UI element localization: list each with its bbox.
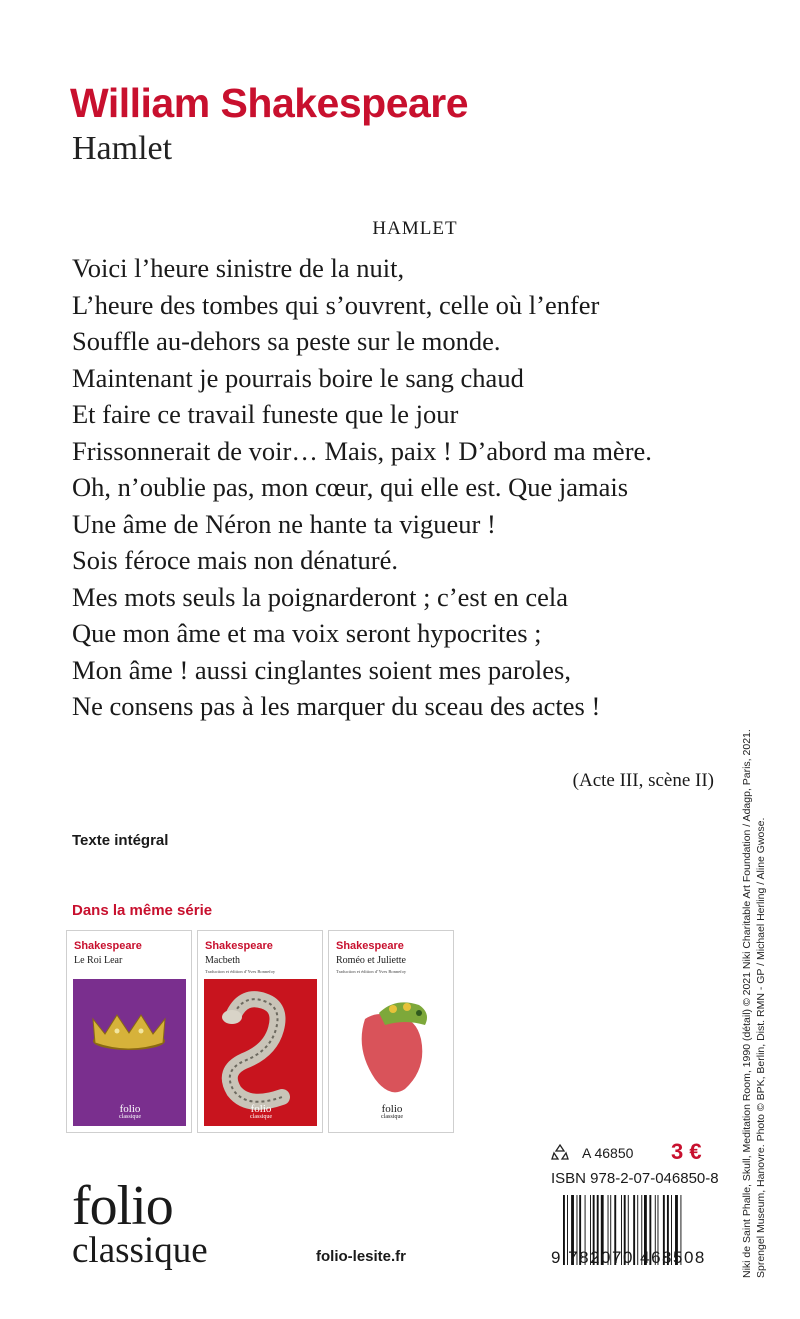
author-name: William Shakespeare (70, 80, 469, 126)
excerpt-citation: (Acte III, scène II) (572, 770, 714, 791)
book-logo-classique: classique (119, 1114, 141, 1121)
website-link[interactable]: folio-lesite.fr (316, 1248, 407, 1265)
verse-line: Frissonnerait de voir… Mais, paix ! D’abord ma mère. (72, 435, 652, 466)
book-translator: Traduction et édition d’Yves Bonnefoy (336, 969, 407, 974)
verse-line: Maintenant je pourrais boire le sang chaud (72, 362, 524, 393)
verse-line: Mon âme ! aussi cinglantes soient mes paroles, (72, 654, 571, 685)
integral-text-label: Texte intégral (72, 832, 169, 849)
book-title: Le Roi Lear (74, 955, 123, 966)
folio-logo: folio (72, 1175, 173, 1237)
book-author: Shakespeare (336, 940, 404, 952)
collection-name: classique (72, 1230, 208, 1271)
credits-line: Niki de Saint Phalle, Skull, Meditation Room, 1990 (détail) © 2021 Niki Charitable Art Foundation / Adagp, Paris, 2021. (741, 729, 753, 1278)
book-title: Hamlet (72, 130, 173, 167)
book-logo-folio: folio (119, 1103, 141, 1115)
verse-line: Voici l’heure sinistre de la nuit, (72, 253, 405, 283)
book-logo (329, 1101, 454, 1121)
price-row (551, 1140, 716, 1166)
book-translator: Traduction et édition d’Yves Bonnefoy (205, 969, 276, 974)
series-book-macbeth (197, 930, 323, 1133)
series-book-romeo-juliette (328, 930, 454, 1133)
verse-line: Ne consens pas à les marquer du sceau des actes ! (72, 691, 601, 721)
image-credits (740, 598, 768, 1278)
verse-line: Que mon âme et ma voix seront hypocrites ; (72, 618, 542, 648)
isbn: ISBN 978-2-07-046850-8 (551, 1170, 719, 1187)
product-code: A 46850 (582, 1145, 634, 1161)
book-title: Roméo et Juliette (336, 955, 406, 966)
verse-line: L’heure des tombes qui s’ouvrent, celle où l’enfer (72, 289, 600, 320)
book-title: Macbeth (205, 955, 240, 966)
verse-line: Une âme de Néron ne hante ta vigueur ! (72, 508, 496, 539)
book-logo (198, 1101, 323, 1121)
series-heading: Dans la même série (72, 902, 213, 919)
book-logo-classique: classique (381, 1114, 403, 1121)
book-author: Shakespeare (74, 940, 142, 952)
recycle-icon (551, 1143, 569, 1161)
book-logo-folio: folio (381, 1103, 403, 1115)
price: 3 € (671, 1139, 702, 1164)
book-author: Shakespeare (205, 940, 273, 952)
series-books (66, 930, 454, 1133)
book-logo-classique: classique (250, 1114, 272, 1121)
verse-line: Et faire ce travail funeste que le jour (72, 399, 459, 429)
verse-excerpt (72, 250, 752, 725)
barcode-digits: 9 782070 468508 (551, 1248, 706, 1267)
credits-line: Sprengel Museum, Hanovre. Photo © BPK, Berlin, Dist. RMN - GP / Michael Herling / Aline Gwose. (755, 817, 767, 1278)
book-logo (67, 1101, 192, 1121)
verse-line: Souffle au-dehors sa peste sur le monde. (72, 326, 501, 356)
verse-line: Sois féroce mais non dénaturé. (72, 545, 398, 575)
book-logo-folio: folio (250, 1103, 272, 1115)
speaker-name: HAMLET (372, 218, 458, 239)
verse-line: Mes mots seuls la poignarderont ; c’est en cela (72, 581, 568, 612)
verse-line: Oh, n’oublie pas, mon cœur, qui elle est. Que jamais (72, 472, 629, 502)
series-book-roi-lear (66, 930, 192, 1133)
